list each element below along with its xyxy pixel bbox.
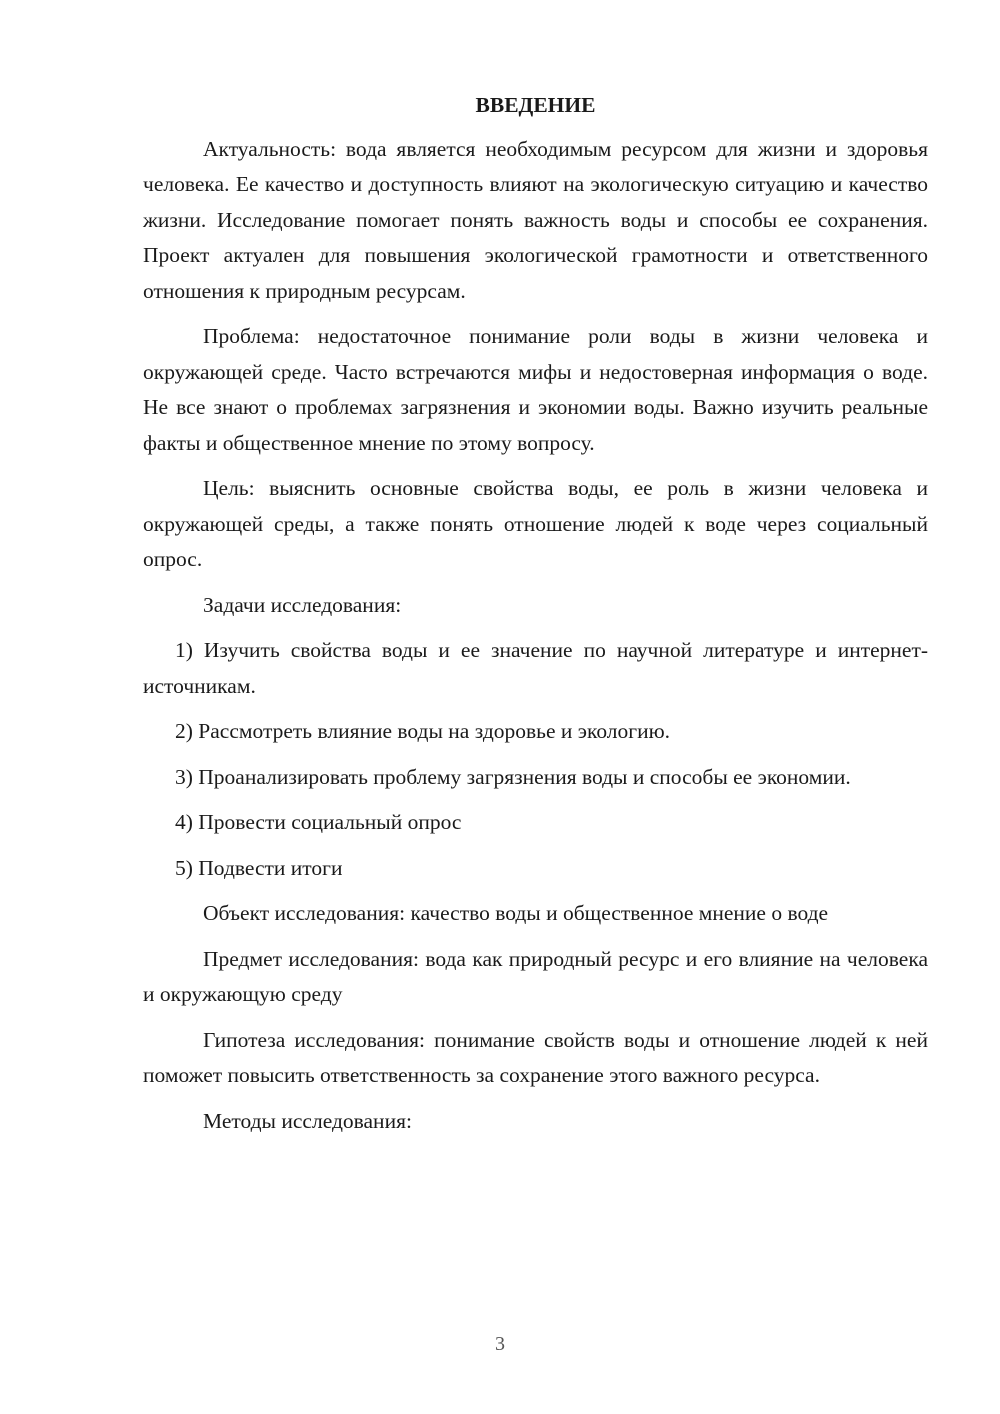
page-title: ВВЕДЕНИЕ [475, 93, 596, 117]
object-paragraph: Объект исследования: качество воды и общественное мнение о воде [203, 901, 829, 925]
task-item-4: 4) Провести социальный опрос [175, 810, 462, 834]
task-item-5: 5) Подвести итоги [175, 855, 343, 880]
task-item-3: 3) Проанализировать проблему загрязнения воды и способы ее экономии. [175, 764, 851, 789]
goal-paragraph: Цель: выяснить основные свойства воды, ее роль в жизни человека и окружающей среды, а также понять отношение людей к воде через социальный опрос. [143, 476, 928, 571]
relevance-paragraph: Актуальность: вода является необходимым ресурсом для жизни и здоровья человека. Ее качество и доступность влияют на экологическую ситуацию и качество жизни. Исследование помогает понять важность воды и способы ее сохранения. Проект актуален для повышения экологической грамотности и ответственного отношения к природным ресурсам. [143, 136, 928, 303]
task-item-1: 1) Изучить свойства воды и ее значение по научной литературе и интернет-источникам. [143, 638, 928, 698]
hypothesis-paragraph: Гипотеза исследования: понимание свойств воды и отношение людей к ней поможет повысить ответственность за сохранение этого важного ресурса. [143, 1027, 928, 1087]
task-item-2: 2) Рассмотреть влияние воды на здоровье и экологию. [175, 719, 671, 743]
subject-paragraph: Предмет исследования: вода как природный ресурс и его влияние на человека и окружающую среду [143, 946, 928, 1006]
tasks-heading: Задачи исследования: [203, 592, 402, 617]
problem-paragraph: Проблема: недостаточное понимание роли воды в жизни человека и окружающей среде. Часто встречаются мифы и недостоверная информация о воде. Не все знают о проблемах загрязнения и экономии воды. Важно изучить реальные факты и общественное мнение по этому вопросу. [143, 324, 928, 455]
document-page [143, 88, 928, 1149]
page-number: 3 [495, 1333, 505, 1355]
methods-heading: Методы исследования: [203, 1108, 412, 1133]
